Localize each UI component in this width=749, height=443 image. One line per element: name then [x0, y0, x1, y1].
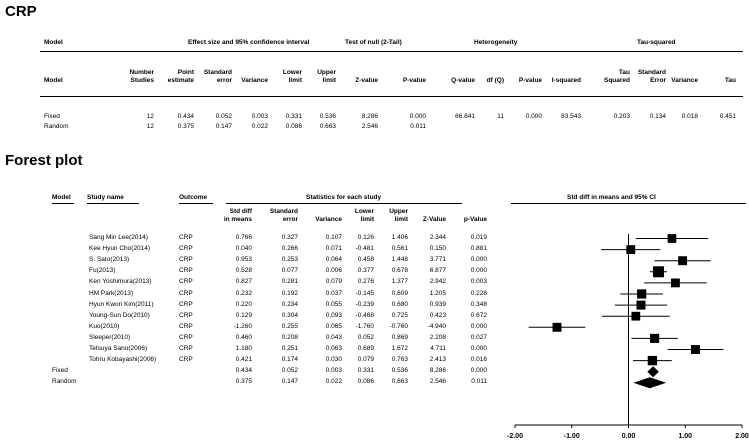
forest-cell-variance: 0.071 [325, 245, 342, 253]
forest-outcome: CRP [179, 322, 193, 330]
forest-point-marker [626, 245, 635, 254]
forest-col-header-std: Std diff in means [223, 208, 252, 223]
forest-cell-upper: 0.663 [391, 378, 408, 386]
forest-point-marker [553, 323, 562, 332]
crp-cell-variance: 0.022 [251, 123, 268, 130]
forest-cell-lower: 0.126 [357, 234, 374, 241]
forest-cell-p: 0.000 [470, 256, 487, 264]
forest-point-marker [653, 266, 664, 277]
forest-cell-lower: 0.689 [357, 345, 374, 352]
forest-cell-z: 2.344 [429, 234, 446, 241]
forest-cell-z: 2.413 [429, 356, 446, 364]
forest-cell-lower: -0.468 [355, 311, 374, 319]
forest-cell-variance: 0.003 [325, 367, 342, 375]
forest-cell-upper: 0.680 [391, 300, 408, 308]
forest-point-marker [668, 234, 677, 243]
crp-cell-number: 12 [146, 113, 154, 120]
crp-col-header-q: Q-value [451, 77, 475, 84]
forest-cell-variance: 0.037 [325, 289, 342, 297]
forest-cell-lower: 0.052 [357, 333, 374, 341]
forest-col-header-upper: Upper limit [389, 208, 408, 223]
forest-header-study: Study name [87, 194, 124, 201]
forest-x-tick-label: -2.00 [507, 433, 523, 440]
forest-cell-z: 3.771 [429, 256, 446, 264]
forest-cell-lower: 0.276 [357, 278, 374, 286]
forest-cell-std: 0.827 [235, 278, 252, 286]
crp-group-model: Model [44, 39, 63, 46]
forest-cell-std: 0.421 [235, 356, 252, 364]
crp-cell-p: 0.000 [409, 113, 426, 120]
forest-outcome: CRP [179, 256, 193, 264]
forest-col-header-lower: Lower limit [354, 208, 374, 223]
forest-point-marker [678, 256, 687, 265]
forest-cell-z: -4.940 [427, 322, 446, 330]
forest-cell-p: 0.027 [470, 333, 487, 341]
forest-cell-z: 0.939 [429, 300, 446, 308]
forest-header-plot: Std diff in means and 95% CI [567, 194, 656, 201]
forest-cell-p: 0.000 [470, 322, 487, 330]
forest-study-name: Young-Sun Do(2010) [89, 311, 150, 319]
forest-cell-se: 0.174 [281, 356, 298, 364]
forest-outcome: CRP [179, 245, 193, 253]
forest-cell-upper: 1.672 [391, 345, 408, 352]
forest-outcome: CRP [179, 311, 193, 319]
forest-cell-lower: 0.079 [357, 356, 374, 364]
crp-cell-isq: 83.543 [561, 113, 581, 120]
forest-cell-lower: -0.239 [355, 300, 374, 308]
forest-cell-variance: 0.107 [325, 234, 342, 241]
forest-cell-p: 0.000 [470, 367, 487, 375]
forest-header-stats: Statistics for each study [306, 194, 382, 201]
crp-cell-var2: 0.018 [681, 113, 698, 120]
forest-col-header-se: Standard error [269, 208, 298, 223]
forest-cell-lower: 0.331 [357, 367, 374, 375]
crp-cell-upper: 0.536 [319, 113, 336, 120]
forest-cell-upper: 1.377 [391, 278, 408, 286]
forest-cell-se: 0.253 [281, 256, 298, 264]
crp-cell-tau: 0.451 [719, 113, 736, 120]
forest-cell-se: 0.192 [281, 289, 298, 297]
crp-cell-number: 12 [146, 123, 154, 130]
forest-x-tick-label: -1.00 [563, 433, 580, 440]
forest-outcome: CRP [179, 289, 193, 297]
forest-point-marker [636, 301, 645, 310]
forest-x-tick-label: 2.00 [735, 433, 749, 440]
forest-cell-std: 0.528 [235, 267, 252, 275]
forest-cell-se: 0.208 [281, 333, 298, 341]
forest-cell-std: 0.953 [235, 256, 252, 264]
crp-cell-p2: 0.000 [525, 113, 542, 120]
forest-cell-std: 0.232 [235, 289, 252, 297]
forest-study-name: Tohru Kobayashi(2006) [89, 356, 157, 364]
forest-cell-lower: -0.481 [355, 245, 374, 253]
forest-cell-se: 0.281 [281, 278, 298, 286]
forest-header-model: Model [52, 194, 71, 201]
crp-col-header-se: Standard error [203, 69, 232, 84]
forest-cell-se: 0.052 [281, 367, 298, 375]
crp-cell-point: 0.434 [177, 113, 194, 120]
forest-cell-se: 0.234 [281, 300, 298, 308]
forest-cell-upper: 0.763 [391, 356, 408, 364]
crp-cell-se2: 0.134 [649, 113, 666, 120]
crp-col-header-df: df (Q) [486, 77, 504, 84]
crp-col-header-upper: Upper limit [317, 69, 336, 84]
forest-cell-p: 0.000 [470, 345, 487, 352]
crp-col-header-se2: Standard Error [637, 69, 666, 84]
crp-col-header-point: Point estimate [167, 69, 194, 84]
forest-cell-upper: 0.609 [391, 289, 408, 297]
forest-cell-p: 0.348 [470, 300, 487, 308]
forest-cell-se: 0.266 [281, 245, 298, 253]
crp-group-test: Test of null (2-Tail) [345, 39, 402, 46]
forest-cell-z: 2.546 [429, 378, 446, 386]
crp-col-header-number: Number Studies [129, 69, 154, 84]
crp-cell-z: 2.546 [361, 123, 378, 130]
forest-cell-variance: 0.079 [325, 278, 342, 286]
crp-col-header-isq: I-squared [551, 77, 581, 84]
forest-cell-std: 0.375 [235, 378, 252, 386]
forest-outcome: CRP [179, 356, 193, 364]
crp-cell-se: 0.147 [215, 123, 232, 130]
forest-cell-std: 0.220 [235, 300, 252, 308]
forest-cell-z: 2.942 [429, 278, 446, 286]
forest-title: Forest plot [5, 152, 83, 169]
crp-cell-point: 0.375 [177, 123, 194, 130]
forest-study-name: Sleeper(2010) [89, 333, 131, 341]
crp-cell-se: 0.052 [215, 113, 232, 120]
forest-cell-se: 0.304 [281, 311, 298, 319]
forest-cell-p: 0.011 [471, 378, 487, 386]
forest-cell-p: 0.019 [470, 234, 487, 241]
forest-cell-p: 0.672 [470, 311, 487, 319]
crp-col-header-p: P-value [402, 77, 426, 84]
forest-outcome: CRP [179, 300, 193, 308]
forest-study-name: Fu(2013) [89, 267, 116, 275]
forest-cell-lower: -1.760 [355, 322, 374, 330]
forest-cell-z: 2.208 [429, 333, 446, 341]
forest-cell-variance: 0.093 [325, 311, 342, 319]
forest-summary-diamond [647, 366, 659, 377]
forest-cell-lower: -0.145 [355, 289, 374, 297]
forest-cell-variance: 0.065 [325, 322, 342, 330]
forest-cell-z: 8.286 [429, 367, 446, 375]
forest-study-name: Sang Min Lee(2014) [89, 234, 148, 241]
forest-col-header-variance: Variance [315, 216, 342, 223]
forest-cell-se: 0.077 [281, 267, 298, 275]
forest-cell-upper: 1.448 [391, 256, 408, 264]
forest-study-name: Hyun Kwon Kim(2011) [89, 300, 154, 308]
forest-header-outcome: Outcome [179, 194, 208, 201]
forest-cell-z: 0.150 [429, 245, 446, 253]
crp-group-effect: Effect size and 95% confidence interval [188, 39, 310, 46]
forest-cell-std: 0.766 [235, 234, 252, 241]
forest-cell-p: 0.881 [470, 245, 487, 253]
forest-cell-std: 0.129 [235, 311, 252, 319]
crp-cell-upper: 0.663 [319, 123, 336, 130]
forest-cell-variance: 0.055 [325, 300, 342, 308]
crp-cell-model: Fixed [44, 113, 60, 120]
forest-summary-model: Random [52, 378, 77, 386]
crp-col-header-tausq: Tau Squared [603, 69, 630, 84]
crp-cell-model: Random [44, 123, 69, 130]
crp-col-header-z: Z-value [355, 77, 378, 84]
crp-group-heterogeneity: Heterogeneity [474, 39, 518, 46]
forest-cell-z: 1.205 [429, 289, 446, 297]
forest-study-name: Kuo(2010) [89, 322, 120, 330]
forest-outcome: CRP [179, 345, 193, 352]
forest-cell-se: 0.327 [281, 234, 298, 241]
crp-cell-variance: 0.003 [251, 113, 268, 120]
forest-cell-upper: 0.561 [391, 245, 408, 253]
forest-cell-se: 0.251 [281, 345, 298, 352]
forest-cell-upper: 0.678 [391, 267, 408, 275]
forest-study-name: Tetsuya Sano(2006) [89, 345, 148, 352]
forest-cell-variance: 0.022 [325, 378, 342, 386]
forest-summary-diamond [633, 377, 666, 388]
crp-cell-df: 11 [497, 113, 504, 120]
forest-cell-std: 1.180 [235, 345, 252, 352]
crp-cell-lower: 0.331 [285, 113, 302, 120]
forest-x-tick-label: 0.00 [621, 433, 636, 440]
crp-cell-tausq: 0.203 [613, 113, 630, 120]
forest-cell-lower: 0.458 [357, 256, 374, 264]
crp-col-header-lower: Lower limit [282, 69, 302, 84]
forest-cell-std: 0.040 [235, 245, 252, 253]
crp-title: CRP [5, 3, 37, 20]
forest-cell-upper: 0.725 [391, 311, 408, 319]
crp-cell-lower: 0.086 [285, 123, 302, 130]
forest-cell-z: 6.877 [429, 267, 446, 275]
crp-col-header-tau: Tau [724, 77, 736, 84]
forest-cell-z: 4.711 [430, 345, 446, 352]
forest-point-marker [648, 356, 657, 365]
forest-point-marker [671, 278, 680, 287]
forest-point-marker [691, 345, 700, 354]
forest-cell-lower: 0.377 [357, 267, 374, 275]
forest-cell-variance: 0.063 [325, 345, 342, 352]
forest-point-marker [637, 289, 646, 298]
crp-col-header-var2: Variance [671, 77, 698, 84]
crp-col-header-model: Model [44, 77, 63, 84]
forest-cell-se: 0.147 [281, 378, 298, 386]
crp-cell-z: 8.286 [361, 113, 378, 120]
forest-cell-upper: 0.869 [391, 333, 408, 341]
forest-cell-upper: 0.536 [391, 367, 408, 375]
forest-cell-variance: 0.043 [325, 333, 342, 341]
forest-cell-p: 0.016 [470, 356, 487, 364]
forest-col-header-p: p-Value [463, 216, 487, 223]
forest-study-name: Kee Hyun Cho(2014) [89, 245, 151, 253]
forest-cell-se: 0.255 [281, 322, 298, 330]
forest-outcome: CRP [179, 333, 193, 341]
forest-cell-lower: 0.086 [357, 378, 374, 386]
forest-cell-p: 0.000 [470, 267, 487, 275]
forest-point-marker [650, 334, 659, 343]
crp-cell-p: 0.011 [410, 123, 426, 130]
forest-outcome: CRP [179, 234, 193, 241]
forest-x-tick-label: 1.00 [678, 433, 693, 440]
forest-cell-p: 0.003 [470, 278, 487, 286]
forest-cell-upper: 1.406 [391, 234, 408, 241]
crp-group-tau: Tau-squared [637, 39, 676, 46]
forest-cell-variance: 0.064 [325, 256, 342, 264]
forest-study-name: S. Sato(2013) [89, 256, 130, 264]
forest-col-header-z: Z-Value [422, 216, 446, 223]
forest-outcome: CRP [179, 278, 193, 286]
forest-cell-p: 0.228 [470, 289, 487, 297]
forest-study-name: Ken Yoshimura(2013) [89, 278, 152, 286]
forest-cell-std: 0.460 [235, 333, 252, 341]
forest-cell-variance: 0.006 [325, 267, 342, 275]
forest-cell-std: -1.260 [233, 322, 252, 330]
crp-cell-q: 66.841 [455, 113, 475, 120]
forest-cell-std: 0.434 [235, 367, 252, 375]
forest-study-name: HM Park(2013) [89, 289, 134, 297]
forest-cell-variance: 0.030 [325, 356, 342, 364]
crp-col-header-variance: Variance [241, 77, 268, 84]
crp-col-header-p2: P-value [518, 77, 542, 84]
forest-cell-upper: -0.760 [389, 322, 408, 330]
forest-summary-model: Fixed [52, 367, 68, 375]
forest-point-marker [631, 312, 640, 321]
forest-cell-z: 0.423 [429, 311, 446, 319]
forest-outcome: CRP [179, 267, 193, 275]
